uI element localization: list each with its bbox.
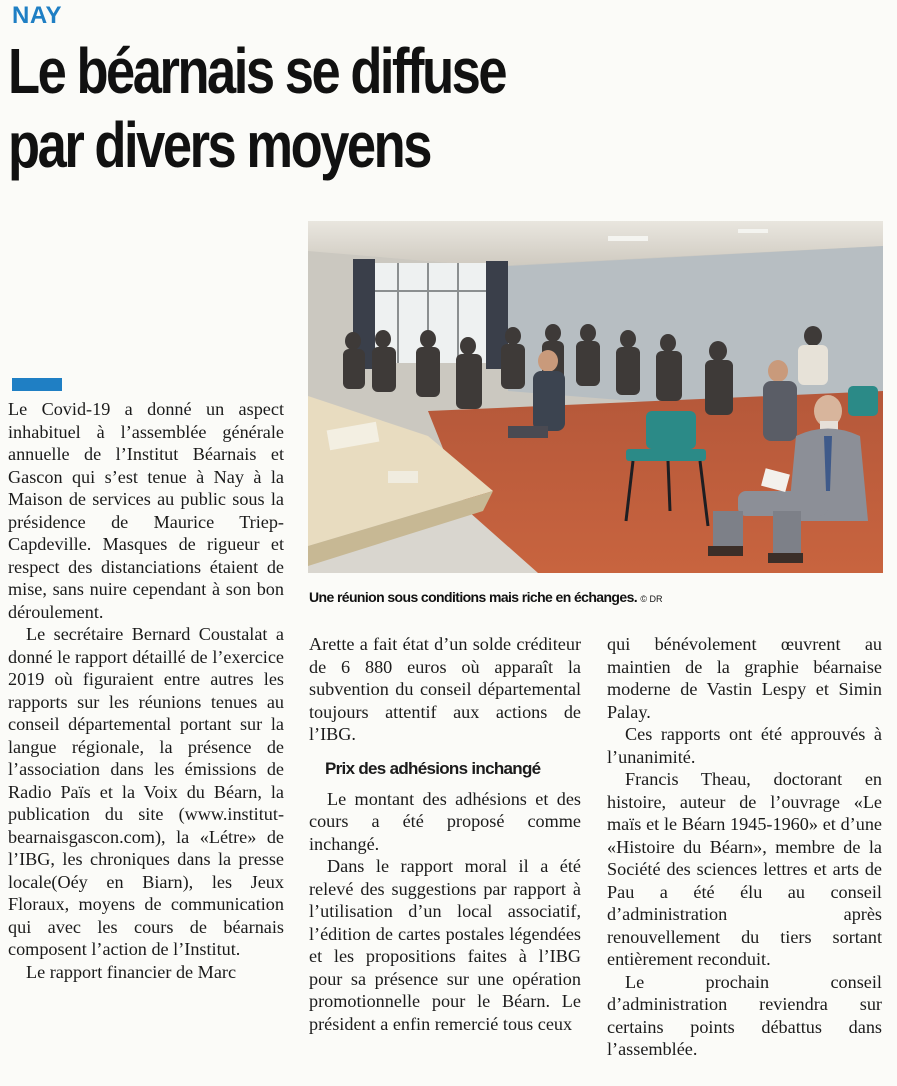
paragraph: Le prochain conseil d’administration reviendra sur certains points débattus dans l’assemblée. bbox=[607, 971, 882, 1059]
paragraph: Francis Theau, doctorant en histoire, auteur de l’ouvrage «Le maïs et le Béarn 1945-1960» et d’une «Histoire du Béarn», membre de la Société des sciences lettres et arts de Pau a été élu au conseil d’administration après renouvellement du tiers sortant entièrement reconduit. bbox=[607, 769, 882, 969]
paragraph: Ces rapports ont été approuvés à l’unanimité. bbox=[607, 724, 882, 767]
headline-line-2: par divers moyens bbox=[8, 109, 430, 181]
paragraph: Le Covid-19 a donné un aspect inhabituel à l’assemblée générale annuelle de l’Institut Béarnais et Gascon qui s’est tenue à Nay à la Maison de services au public sous la présidence de Maurice Triep-Capdeville. Masques de rigueur et respect des distanciations étaient de mise, sans nuire cependant à son bon déroulement. bbox=[8, 399, 284, 622]
paragraph: Dans le rapport moral il a été relevé des suggestions par rapport à l’utilisation d’un local associatif, l’édition de cartes postales légendées et les propositions faites à l’IBG pour sa présence sur une opération promotionnelle pour le Béarn. Le président a enfin remercié tous ceux bbox=[309, 856, 581, 1034]
paragraph: Arette a fait état d’un solde créditeur de 6 880 euros où apparaît la subvention du conseil départemental toujours attentif aux actions de l’IBG. bbox=[309, 634, 581, 744]
subheading: Prix des adhésions inchangé bbox=[325, 758, 541, 778]
meeting-photo bbox=[308, 221, 883, 573]
paragraph: qui bénévolement œuvrent au maintien de la graphie béarnaise moderne de Vastin Lespy et Simin Palay. bbox=[607, 634, 882, 722]
photo-credit: © DR bbox=[640, 594, 663, 604]
photo-caption bbox=[309, 589, 662, 605]
section-kicker: NAY bbox=[12, 2, 62, 29]
text-column-1 bbox=[8, 398, 284, 983]
headline-line-1: Le béarnais se diffuse bbox=[8, 35, 506, 107]
headline bbox=[8, 34, 730, 182]
text-column-2 bbox=[309, 633, 581, 1035]
text-column-3 bbox=[607, 633, 882, 1061]
accent-bar bbox=[12, 378, 62, 391]
paragraph: Le secrétaire Bernard Coustalat a donné le rapport détaillé de l’exercice 2019 où figuraient entre autres les rapports sur les réunions tenues au conseil départemental portant sur la langue régionale, la présence de l’association dans les émissions de Radio Païs et la Voix du Béarn, la publication du site (www.institut-bearnaisgascon.com), la «Létre» de l’IBG, les chroniques dans la presse locale(Oéy en Biarn), les Jeux Floraux, moyens de communication qui avec les cours de béarnais composent l’action de l’Institut. bbox=[8, 624, 284, 959]
paragraph: Le rapport financier de Marc bbox=[26, 961, 237, 982]
caption-text: Une réunion sous conditions mais riche en échanges. bbox=[309, 589, 638, 605]
paragraph: Le montant des adhésions et des cours a été proposé comme inchangé. bbox=[309, 788, 581, 854]
